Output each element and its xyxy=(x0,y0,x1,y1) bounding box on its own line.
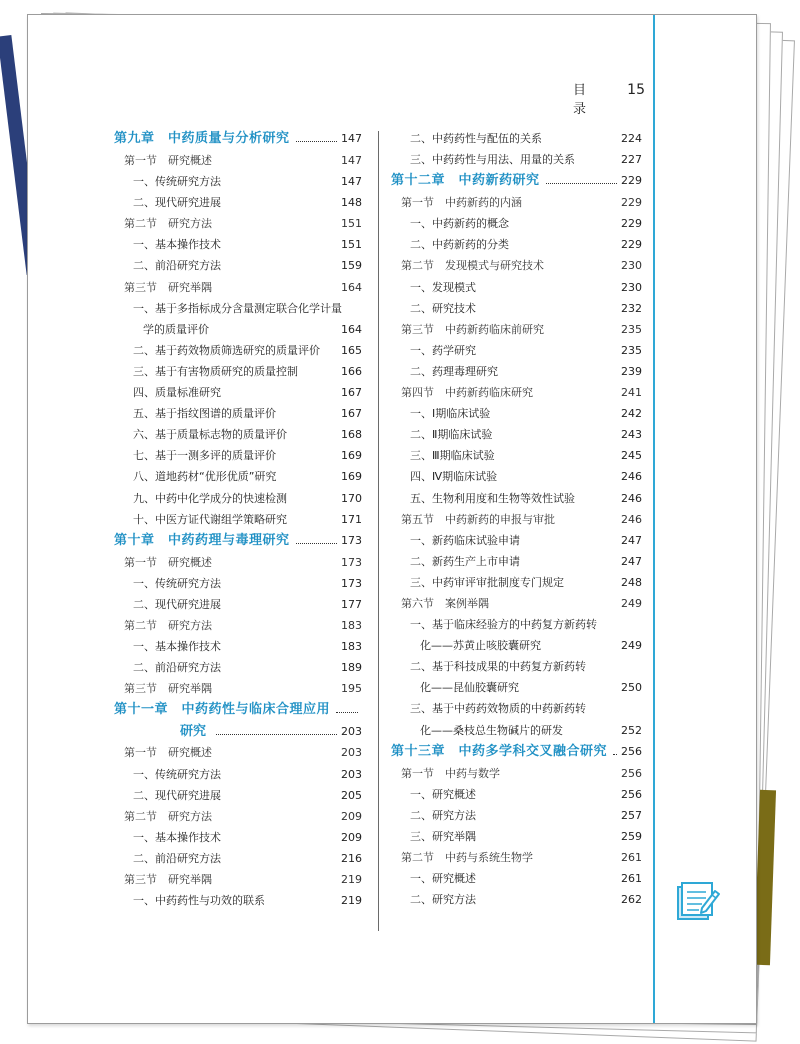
toc-item-entry[interactable] xyxy=(391,826,642,847)
toc-page-number: 167 xyxy=(341,386,362,400)
toc-page-number: 246 xyxy=(621,491,642,505)
toc-page-number: 245 xyxy=(621,449,642,463)
toc-page-number: 170 xyxy=(341,491,362,505)
toc-item-continuation[interactable] xyxy=(114,319,362,340)
toc-section-entry[interactable] xyxy=(114,678,362,699)
toc-page-number: 261 xyxy=(621,851,642,864)
toc-page-number: 169 xyxy=(341,449,362,463)
toc-entry-title: 研究 xyxy=(180,724,207,740)
toc-section-entry[interactable] xyxy=(114,552,362,573)
running-head xyxy=(573,79,645,117)
toc-entry-title: 一、Ⅰ期临床试验 xyxy=(410,407,491,421)
toc-section-entry[interactable] xyxy=(114,213,362,234)
toc-leader xyxy=(336,712,358,713)
toc-page-number: 259 xyxy=(621,829,642,843)
toc-item-entry[interactable] xyxy=(114,890,362,911)
toc-item-entry[interactable] xyxy=(114,171,362,192)
toc-entry-title: 一、发现模式 xyxy=(410,280,476,294)
toc-page-number: 147 xyxy=(341,154,362,167)
toc-page-number: 227 xyxy=(621,153,642,167)
toc-page-number: 216 xyxy=(341,851,362,865)
toc-chapter-entry[interactable] xyxy=(114,699,362,721)
toc-entry-title: 一、药学研究 xyxy=(410,343,476,357)
toc-item-entry[interactable] xyxy=(114,848,362,869)
toc-section-entry[interactable] xyxy=(391,847,642,868)
toc-entry-title: 九、中药中化学成分的快速检测 xyxy=(133,491,287,505)
toc-page-number: 167 xyxy=(341,407,362,421)
toc-item-entry[interactable] xyxy=(114,488,362,509)
running-head-label: 目 录 xyxy=(573,83,594,117)
toc-entry-title: 第一节 研究概述 xyxy=(124,154,212,167)
toc-item-continuation[interactable] xyxy=(391,720,642,741)
toc-page-number: 159 xyxy=(341,259,362,273)
toc-page xyxy=(27,14,757,1024)
toc-entry-title: 七、基于一测多评的质量评价 xyxy=(133,449,276,463)
toc-page-number: 230 xyxy=(621,280,642,294)
toc-item-entry[interactable] xyxy=(391,340,642,361)
toc-page-number: 164 xyxy=(341,322,362,336)
toc-item-entry[interactable] xyxy=(114,594,362,615)
toc-entry-title: 二、前沿研究方法 xyxy=(133,661,221,675)
toc-page-number: 209 xyxy=(341,809,362,823)
toc-entry-title: 二、前沿研究方法 xyxy=(133,851,221,865)
toc-entry-title: 第四节 中药新药临床研究 xyxy=(401,386,533,400)
toc-entry-title: 三、中药药性与用法、用量的关系 xyxy=(410,153,575,167)
toc-entry-title: 第一节 中药与数学 xyxy=(401,766,500,780)
toc-item-entry[interactable] xyxy=(391,784,642,805)
toc-page-number: 147 xyxy=(341,175,362,189)
toc-page-number: 203 xyxy=(341,725,362,739)
toc-page-number: 229 xyxy=(621,238,642,252)
toc-entry-title: 第一节 研究概述 xyxy=(124,555,212,569)
toc-page-number: 242 xyxy=(621,407,642,421)
toc-page-number: 235 xyxy=(621,322,642,336)
toc-page-number: 232 xyxy=(621,301,642,315)
toc-entry-title: 第十二章 中药新药研究 xyxy=(391,173,540,189)
toc-entry-title: 第三节 研究举隅 xyxy=(124,682,212,696)
toc-page-number: 229 xyxy=(621,217,642,231)
toc-page-number: 247 xyxy=(621,533,642,547)
toc-page-number: 246 xyxy=(621,470,642,484)
toc-entry-title: 第一节 研究概述 xyxy=(124,746,212,760)
toc-entry-title: 二、Ⅱ期临床试验 xyxy=(410,428,493,442)
toc-page-number: 247 xyxy=(621,554,642,568)
toc-page-number: 249 xyxy=(621,596,642,610)
toc-item-entry[interactable] xyxy=(391,572,642,593)
toc-leader xyxy=(546,183,617,184)
toc-entry-title: 化——昆仙胶囊研究 xyxy=(420,681,519,695)
toc-section-entry[interactable] xyxy=(391,192,642,213)
toc-entry-title: 二、中药新药的分类 xyxy=(410,238,509,252)
toc-entry-title: 二、研究方法 xyxy=(410,808,476,822)
toc-page-number: 164 xyxy=(341,280,362,294)
toc-section-entry[interactable] xyxy=(114,150,362,171)
toc-entry-title: 第二节 发现模式与研究技术 xyxy=(401,259,544,273)
toc-page-number: 168 xyxy=(341,428,362,442)
toc-entry-title: 十、中医方证代谢组学策略研究 xyxy=(133,512,287,526)
toc-item-entry[interactable] xyxy=(114,298,362,319)
toc-page-number: 257 xyxy=(621,808,642,822)
toc-page-number: 243 xyxy=(621,428,642,442)
toc-entry-title: 二、研究技术 xyxy=(410,301,476,315)
toc-page-number: 239 xyxy=(621,364,642,378)
toc-entry-title: 一、基于临床经验方的中药复方新药转 xyxy=(410,618,597,632)
toc-item-entry[interactable] xyxy=(391,277,642,298)
toc-entry-title: 五、基于指纹图谱的质量评价 xyxy=(133,407,276,421)
toc-item-entry[interactable] xyxy=(391,298,642,319)
toc-item-entry[interactable] xyxy=(391,656,642,677)
toc-entry-title: 第六节 案例举隅 xyxy=(401,596,489,610)
toc-item-entry[interactable] xyxy=(114,192,362,213)
toc-page-number: 250 xyxy=(621,681,642,695)
toc-section-entry[interactable] xyxy=(114,277,362,298)
toc-chapter-entry[interactable] xyxy=(114,128,362,150)
toc-entry-title: 二、现代研究进展 xyxy=(133,597,221,611)
toc-item-continuation[interactable] xyxy=(391,635,642,656)
toc-item-entry[interactable] xyxy=(391,614,642,635)
toc-entry-title: 二、新药生产上市申请 xyxy=(410,554,520,568)
toc-page-number: 229 xyxy=(621,174,642,188)
toc-entry-title: 五、生物利用度和生物等效性试验 xyxy=(410,491,575,505)
toc-entry-title: 第九章 中药质量与分析研究 xyxy=(114,131,290,146)
toc-entry-title: 一、传统研究方法 xyxy=(133,175,221,189)
toc-item-entry[interactable] xyxy=(114,234,362,255)
toc-page-number: 166 xyxy=(341,364,362,378)
toc-item-entry[interactable] xyxy=(391,868,642,889)
toc-item-entry[interactable] xyxy=(391,698,642,719)
toc-item-entry[interactable] xyxy=(391,234,642,255)
toc-section-entry[interactable] xyxy=(114,869,362,890)
toc-entry-title: 化——桑枝总生物碱片的研发 xyxy=(420,723,563,737)
toc-entry-title: 三、中药审评审批制度专门规定 xyxy=(410,575,564,589)
toc-item-entry[interactable] xyxy=(114,636,362,657)
toc-entry-title: 一、研究概述 xyxy=(410,787,476,801)
toc-entry-title: 一、传统研究方法 xyxy=(133,767,221,781)
toc-entry-title: 二、现代研究进展 xyxy=(133,788,221,802)
toc-entry-title: 第二节 研究方法 xyxy=(124,618,212,632)
toc-page-number: 256 xyxy=(621,787,642,801)
toc-item-entry[interactable] xyxy=(114,785,362,806)
toc-page-number: 209 xyxy=(341,830,362,844)
toc-entry-title: 第五节 中药新药的申报与审批 xyxy=(401,512,555,526)
toc-entry-title: 三、基于有害物质研究的质量控制 xyxy=(133,364,298,378)
toc-entry-title: 二、研究方法 xyxy=(410,893,476,907)
toc-entry-title: 一、中药药性与功效的联系 xyxy=(133,894,265,908)
toc-page-number: 230 xyxy=(621,259,642,273)
toc-page-number: 224 xyxy=(621,132,642,145)
toc-item-entry[interactable] xyxy=(391,889,642,910)
toc-item-entry[interactable] xyxy=(114,403,362,424)
toc-entry-title: 第三节 中药新药临床前研究 xyxy=(401,322,544,336)
toc-section-entry[interactable] xyxy=(114,806,362,827)
toc-page-number: 219 xyxy=(341,873,362,886)
toc-chapter-continuation[interactable] xyxy=(114,721,362,742)
toc-page-number: 205 xyxy=(341,788,362,802)
toc-entry-title: 六、基于质量标志物的质量评价 xyxy=(133,428,287,442)
toc-entry-title: 第一节 中药新药的内涵 xyxy=(401,196,522,210)
toc-right-column xyxy=(391,128,642,910)
toc-item-entry[interactable] xyxy=(391,530,642,551)
toc-item-entry[interactable] xyxy=(391,213,642,234)
toc-entry-title: 二、中药药性与配伍的关系 xyxy=(410,132,542,145)
toc-page-number: 183 xyxy=(341,640,362,654)
toc-page-number: 229 xyxy=(621,196,642,210)
toc-page-number: 173 xyxy=(341,576,362,590)
toc-item-entry[interactable] xyxy=(114,382,362,403)
toc-item-continuation[interactable] xyxy=(391,677,642,698)
toc-item-entry[interactable] xyxy=(114,445,362,466)
toc-item-entry[interactable] xyxy=(391,424,642,445)
running-head-page-number: 15 xyxy=(627,82,645,98)
toc-page-number: 219 xyxy=(341,894,362,908)
toc-page-number: 189 xyxy=(341,661,362,675)
toc-entry-title: 三、基于中药药效物质的中药新药转 xyxy=(410,702,586,716)
toc-leader xyxy=(296,141,337,142)
toc-page-number: 177 xyxy=(341,597,362,611)
toc-page-number: 203 xyxy=(341,746,362,760)
toc-entry-title: 一、新药临床试验申请 xyxy=(410,533,520,547)
toc-page-number: 151 xyxy=(341,238,362,252)
page-accent-bar xyxy=(653,15,655,1023)
toc-section-entry[interactable] xyxy=(391,255,642,276)
toc-section-entry[interactable] xyxy=(114,742,362,763)
toc-item-entry[interactable] xyxy=(391,805,642,826)
toc-page-number: 195 xyxy=(341,682,362,696)
toc-chapter-entry[interactable] xyxy=(391,741,642,763)
toc-item-entry[interactable] xyxy=(114,466,362,487)
toc-entry-title: 第三节 研究举隅 xyxy=(124,280,212,294)
toc-chapter-entry[interactable] xyxy=(391,170,642,192)
toc-page-number: 246 xyxy=(621,512,642,526)
toc-item-entry[interactable] xyxy=(114,657,362,678)
toc-leader xyxy=(296,543,337,544)
toc-item-entry[interactable] xyxy=(114,255,362,276)
toc-page-number: 171 xyxy=(341,512,362,526)
toc-entry-title: 二、现代研究进展 xyxy=(133,196,221,210)
toc-page-number: 249 xyxy=(621,639,642,653)
toc-page-number: 169 xyxy=(341,470,362,484)
toc-entry-title: 第十一章 中药药性与临床合理应用 xyxy=(114,702,331,718)
toc-item-entry[interactable] xyxy=(114,827,362,848)
toc-leader xyxy=(216,734,337,735)
toc-item-entry[interactable] xyxy=(114,509,362,530)
toc-entry-title: 八、道地药材“优形优质”研究 xyxy=(133,470,277,484)
toc-page-number: 147 xyxy=(341,132,362,145)
toc-section-entry[interactable] xyxy=(114,615,362,636)
toc-page-number: 203 xyxy=(341,767,362,781)
toc-item-entry[interactable] xyxy=(391,149,642,170)
toc-page-number: 173 xyxy=(341,555,362,569)
toc-item-entry[interactable] xyxy=(114,573,362,594)
toc-entry-title: 一、中药新药的概念 xyxy=(410,217,509,231)
toc-entry-title: 一、传统研究方法 xyxy=(133,576,221,590)
toc-page-number: 183 xyxy=(341,618,362,632)
toc-item-entry[interactable] xyxy=(391,551,642,572)
toc-entry-title: 二、基于科技成果的中药复方新药转 xyxy=(410,660,586,674)
toc-entry-title: 第二节 中药与系统生物学 xyxy=(401,851,533,864)
toc-entry-title: 一、基本操作技术 xyxy=(133,640,221,654)
toc-page-number: 173 xyxy=(341,533,362,547)
toc-page-number: 262 xyxy=(621,893,642,907)
toc-page-number: 256 xyxy=(621,766,642,780)
toc-item-entry[interactable] xyxy=(114,340,362,361)
toc-entry-title: 二、基于药效物质筛选研究的质量评价 xyxy=(133,343,320,357)
toc-item-entry[interactable] xyxy=(114,424,362,445)
toc-entry-title: 化——苏黄止咳胶囊研究 xyxy=(420,639,541,653)
toc-entry-title: 一、研究概述 xyxy=(410,872,476,886)
toc-page-number: 235 xyxy=(621,343,642,357)
toc-item-entry[interactable] xyxy=(391,488,642,509)
toc-left-column xyxy=(114,128,362,911)
toc-entry-title: 第三节 研究举隅 xyxy=(124,873,212,886)
toc-entry-title: 一、基于多指标成分含量测定联合化学计量 xyxy=(133,301,342,315)
toc-item-entry[interactable] xyxy=(391,445,642,466)
toc-section-entry[interactable] xyxy=(391,763,642,784)
toc-page-number: 165 xyxy=(341,343,362,357)
toc-entry-title: 四、Ⅳ期临床试验 xyxy=(410,470,498,484)
toc-item-entry[interactable] xyxy=(391,128,642,149)
toc-entry-title: 第十三章 中药多学科交叉融合研究 xyxy=(391,743,608,759)
toc-page-number: 148 xyxy=(341,196,362,210)
toc-leader xyxy=(613,754,617,755)
toc-item-entry[interactable] xyxy=(391,361,642,382)
toc-page-number: 241 xyxy=(621,386,642,400)
toc-page-number: 151 xyxy=(341,217,362,231)
toc-item-entry[interactable] xyxy=(391,466,642,487)
toc-item-entry[interactable] xyxy=(114,764,362,785)
toc-page-number: 256 xyxy=(621,744,642,758)
toc-entry-title: 第二节 研究方法 xyxy=(124,809,212,823)
toc-page-number: 252 xyxy=(621,723,642,737)
toc-chapter-entry[interactable] xyxy=(114,530,362,552)
toc-entry-title: 一、基本操作技术 xyxy=(133,238,221,252)
toc-entry-title: 一、基本操作技术 xyxy=(133,830,221,844)
toc-entry-title: 学的质量评价 xyxy=(143,322,209,336)
toc-entry-title: 四、质量标准研究 xyxy=(133,386,221,400)
toc-section-entry[interactable] xyxy=(391,382,642,403)
toc-section-entry[interactable] xyxy=(391,319,642,340)
toc-entry-title: 三、Ⅲ期临床试验 xyxy=(410,449,495,463)
toc-entry-title: 二、前沿研究方法 xyxy=(133,259,221,273)
toc-section-entry[interactable] xyxy=(391,593,642,614)
notebook-pencil-icon xyxy=(675,877,721,923)
toc-section-entry[interactable] xyxy=(391,509,642,530)
column-divider xyxy=(378,131,379,931)
toc-item-entry[interactable] xyxy=(391,403,642,424)
toc-page-number: 261 xyxy=(621,872,642,886)
toc-entry-title: 二、药理毒理研究 xyxy=(410,364,498,378)
toc-entry-title: 第十章 中药药理与毒理研究 xyxy=(114,532,290,548)
toc-entry-title: 三、研究举隅 xyxy=(410,829,476,843)
toc-page-number: 248 xyxy=(621,575,642,589)
toc-item-entry[interactable] xyxy=(114,361,362,382)
toc-entry-title: 第二节 研究方法 xyxy=(124,217,212,231)
